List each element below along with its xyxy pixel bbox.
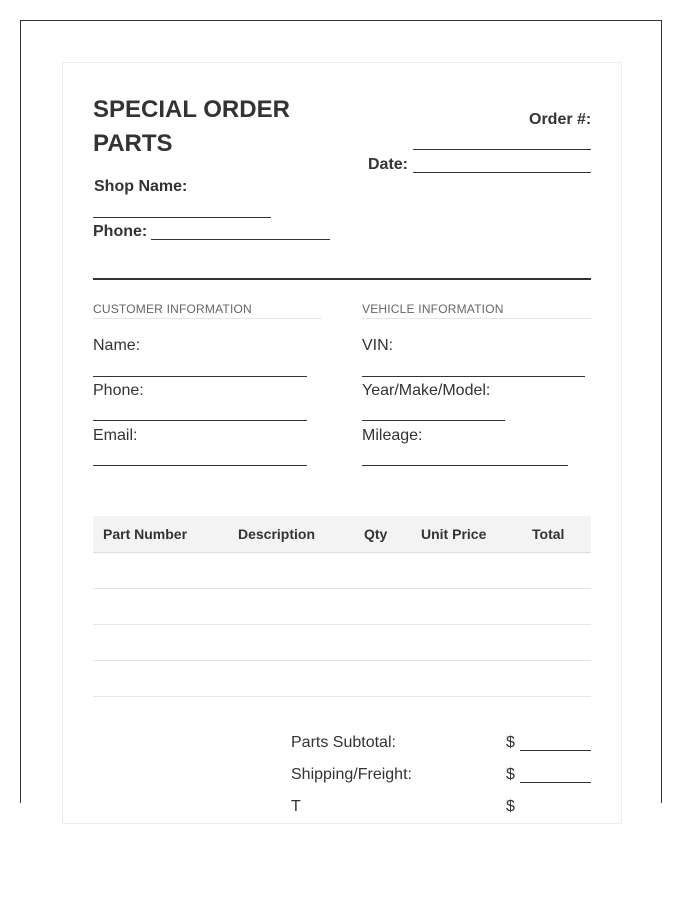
vehicle-section-heading: VEHICLE INFORMATION: [362, 302, 504, 316]
table-row[interactable]: [93, 661, 591, 697]
col-unit-price: Unit Price: [421, 526, 487, 542]
year-make-model-field[interactable]: [362, 420, 505, 421]
customer-name-label: Name:: [93, 337, 141, 354]
shipping-freight-currency: $: [506, 766, 515, 783]
form-title-line1: SPECIAL ORDER: [93, 96, 290, 123]
table-row[interactable]: [93, 589, 591, 625]
parts-table: [93, 516, 591, 697]
col-part-number: Part Number: [103, 526, 188, 542]
form-title-line2: PARTS: [93, 130, 173, 157]
parts-subtotal-label: Parts Subtotal:: [291, 734, 396, 751]
mileage-field[interactable]: [362, 465, 568, 466]
shipping-freight-field[interactable]: [520, 782, 591, 783]
document-frame: [20, 20, 662, 815]
parts-table-header: [93, 516, 591, 553]
order-form-sheet: [62, 62, 622, 824]
customer-section-heading: CUSTOMER INFORMATION: [93, 302, 252, 316]
mileage-label: Mileage:: [362, 427, 423, 444]
date-label: Date:: [368, 156, 409, 173]
table-row[interactable]: [93, 553, 591, 589]
date-field[interactable]: [413, 172, 591, 173]
vehicle-heading-rule: [362, 318, 591, 319]
customer-name-field[interactable]: [93, 376, 307, 377]
year-make-model-label: Year/Make/Model:: [362, 382, 491, 399]
parts-subtotal-field[interactable]: [520, 750, 591, 751]
col-description: Description: [238, 526, 316, 542]
shop-phone-label: Phone:: [93, 223, 148, 240]
shop-name-field[interactable]: [93, 217, 271, 218]
vin-field[interactable]: [362, 376, 585, 377]
form-title: [93, 93, 353, 161]
table-row[interactable]: [93, 625, 591, 661]
col-qty: Qty: [364, 526, 388, 542]
customer-email-label: Email:: [93, 427, 138, 444]
parts-subtotal-currency: $: [506, 734, 515, 751]
shop-name-label: Shop Name:: [94, 178, 188, 195]
col-total: Total: [532, 526, 565, 542]
customer-email-field[interactable]: [93, 465, 307, 466]
shipping-freight-label: Shipping/Freight:: [291, 766, 412, 783]
customer-phone-label: Phone:: [93, 382, 144, 399]
customer-phone-field[interactable]: [93, 420, 307, 421]
header-divider: [93, 278, 591, 280]
order-number-label: Order #:: [529, 111, 592, 128]
shop-phone-field[interactable]: [151, 239, 330, 240]
tax-currency-partial: $: [506, 798, 515, 815]
order-number-field[interactable]: [413, 149, 591, 150]
tax-label-partial: T: [291, 798, 301, 815]
vin-label: VIN:: [362, 337, 394, 354]
customer-heading-rule: [93, 318, 322, 319]
